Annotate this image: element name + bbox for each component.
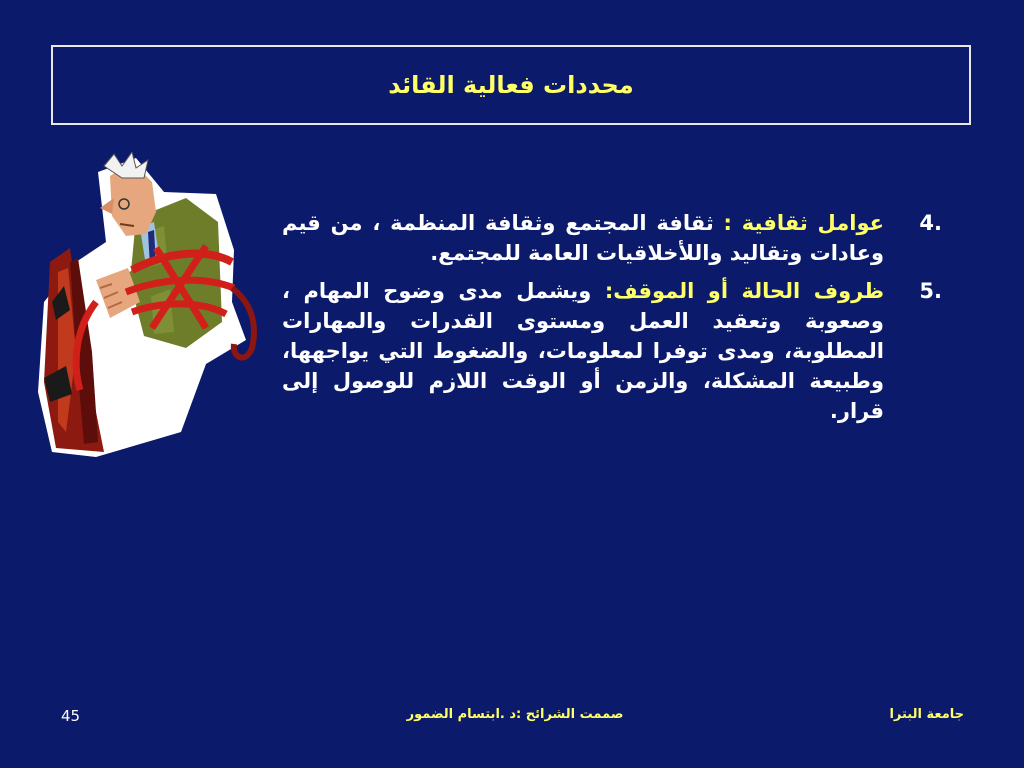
university-name: جامعة البترا [889, 707, 964, 722]
slide-credit: صممت الشرائح :د .ابتسام الضمور [406, 707, 624, 722]
item-title: ظروف الحالة أو الموقف: [604, 279, 884, 303]
item-body: ثقافة المجتمع وثقافة المنظمة ، من قيم وعادات وتقاليد واللأخلاقيات العامة للمجتمع. [282, 211, 884, 265]
item-title: عوامل ثقافية : [723, 211, 884, 235]
item-body: ويشمل مدى وضوح المهام ، وصعوبة وتعقيد العمل ومستوى القدرات والمهارات المطلوبة، ومدى توفرا لمعلومات، والضغوط التي يواجهها، وطبيعة المشكلة، والزمن أو الوقت اللازم للوصول إلى قرار. [282, 279, 884, 423]
page-number: 45 [61, 707, 81, 725]
item-number: 4. [919, 211, 942, 235]
content-list [282, 208, 942, 434]
list-item [282, 276, 942, 426]
tied-up-man-illustration [36, 152, 276, 462]
item-number: 5. [919, 279, 942, 303]
title-frame [51, 45, 971, 125]
item-text [282, 208, 884, 268]
item-text [282, 276, 884, 426]
slide-title: محددات فعالية القائد [388, 71, 634, 99]
list-item [282, 208, 942, 268]
